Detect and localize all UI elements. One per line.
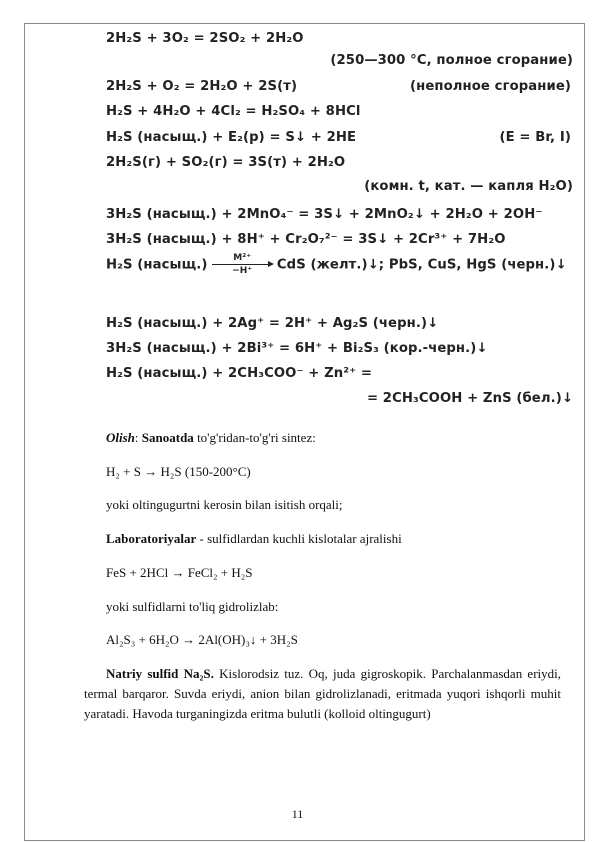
laboratory-line: Laboratoriyalar - sulfidlardan kuchli kislotalar ajralishi [106, 531, 402, 546]
equation-6: 3H₂S (насыщ.) + 2MnO₄⁻ = 3S↓ + 2MnO₂↓ + 2H₂O + 2OH⁻ [106, 207, 543, 222]
olish-line: Olish: Sanoatda to'g'ridan-to'g'ri sintez: [106, 430, 316, 445]
natriy-sulfid-paragraph: Natriy sulfid Na₂S. Kislorodsiz tuz. Oq, juda gigroskopik. Parchalanmasdan eriydi, termal barqaror. Suvda eriydi, anion bilan gidrolizlanadi, eritmada yuqori ishqorli muhit yaratadi. Havoda turganingizda eritma bulutli (kolloid oltingugurt) [84, 666, 561, 721]
equation-10: 3H₂S (насыщ.) + 2Bi³⁺ = 6H⁺ + Bi₂S₃ (кор.-черн.)↓ [106, 341, 488, 356]
equation-9: H₂S (насыщ.) + 2Ag⁺ = 2H⁺ + Ag₂S (черн.)↓ [106, 316, 439, 331]
equation-7: 3H₂S (насыщ.) + 8H⁺ + Cr₂O₇²⁻ = 3S↓ + 2Cr³⁺ + 7H₂O [106, 232, 506, 247]
equation-8: H₂S (насыщ.) $\frac{\text{M²⁺}}{-H^+}$ CdS (желт.)↓; PbS, CuS, HgS (черн.)↓ [106, 253, 567, 276]
reaction-arrow: $\frac{\text{M²⁺}}{-H^+}$ [212, 253, 272, 276]
equation-2: 2H₂S + O₂ = 2H₂O + 2S(т) (неполное сгорание) [106, 79, 571, 94]
equation-1-note: (250—300 °C, полное сгорание) [330, 53, 573, 68]
equation-4: H₂S (насыщ.) + E₂(р) = S↓ + 2HE (E = Br, I) [106, 130, 571, 145]
synthesis-equation: H₂ + S → H₂S (150-200°C) [106, 464, 251, 479]
kerosin-line: yoki oltingugurtni kerosin bilan isitish orqali; [106, 497, 343, 512]
al2s3-equation: Al₂S₃ + 6H₂O → 2Al(OH)₃↓ + 3H₂S [106, 632, 298, 647]
page-number: 11 [291, 807, 304, 821]
fes-equation: FeS + 2HCl → FeCl₂ + H₂S [106, 565, 253, 580]
equation-11: H₂S (насыщ.) + 2CH₃COO⁻ + Zn²⁺ = [106, 366, 373, 381]
equation-3: H₂S + 4H₂O + 4Cl₂ = H₂SO₄ + 8HCl [106, 104, 361, 119]
hydrolysis-line: yoki sulfidlarni to'liq gidrolizlab: [106, 599, 279, 614]
equation-5: 2H₂S(г) + SO₂(г) = 3S(т) + 2H₂O [106, 155, 346, 170]
equation-1: 2H₂S + 3O₂ = 2SO₂ + 2H₂O [106, 31, 304, 46]
equation-11-cont: = 2CH₃COOH + ZnS (бел.)↓ [366, 391, 573, 406]
equation-5-note: (комн. t, кат. — капля H₂O) [364, 179, 573, 194]
